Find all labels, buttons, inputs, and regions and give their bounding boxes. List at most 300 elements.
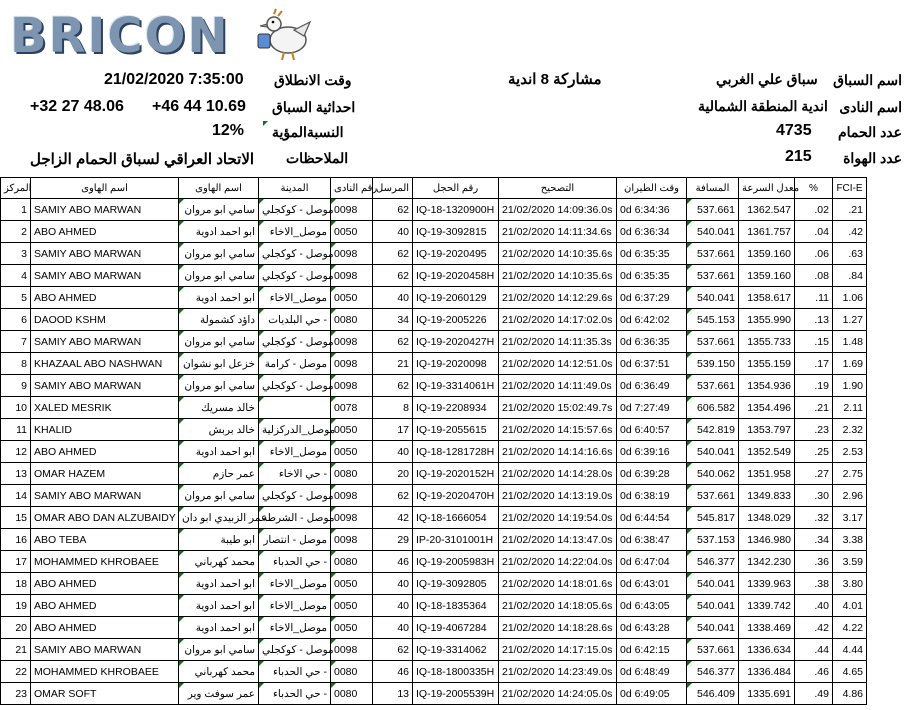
comment-marker — [259, 287, 264, 292]
correction-time-cell — [499, 507, 617, 529]
distance-cell — [687, 507, 739, 529]
sent-count-cell — [373, 551, 413, 573]
club-number-cell — [331, 221, 373, 243]
percent-cell — [795, 683, 833, 705]
club-number-cell-text: 0098 — [334, 533, 358, 546]
percent-cell-text: .30 — [814, 489, 829, 502]
sent-count-cell-text: 62 — [397, 643, 409, 656]
comment-marker — [179, 199, 184, 204]
flight-time-cell-text: 0d 6:43:05 — [620, 599, 670, 612]
flight-time-cell — [617, 353, 687, 375]
sent-count-cell-text: 20 — [397, 467, 409, 480]
fancier-name-ar-cell — [179, 441, 259, 463]
col-name-en: اسم الهاوى — [31, 178, 179, 199]
comment-marker — [687, 639, 692, 644]
distance-cell-text: 537.661 — [697, 489, 735, 502]
club-number-cell-text: 0080 — [334, 555, 358, 568]
sent-count-cell — [373, 595, 413, 617]
ring-number-cell — [413, 507, 499, 529]
rank-cell-text: 21 — [15, 643, 27, 656]
correction-time-cell — [499, 375, 617, 397]
correction-time-cell — [499, 309, 617, 331]
percent-cell-text: .17 — [814, 357, 829, 370]
fci-cell-text: 3.59 — [842, 555, 863, 568]
distance-cell-text: 546.377 — [697, 555, 735, 568]
ring-number-cell-text: IQ-19-2055615 — [416, 423, 487, 436]
sent-count-cell — [373, 485, 413, 507]
fci-cell-text: .21 — [848, 203, 863, 216]
city-cell — [259, 397, 331, 419]
release-time-label: وقت الانطلاق — [274, 72, 352, 88]
correction-time-cell-text: 21/02/2020 14:13:19.0s — [502, 489, 613, 502]
ring-number-cell — [413, 419, 499, 441]
percent-cell-text: .46 — [814, 665, 829, 678]
comment-marker — [687, 485, 692, 490]
comment-marker — [259, 639, 264, 644]
speed-cell — [739, 221, 795, 243]
correction-time-cell — [499, 617, 617, 639]
ring-number-cell-text: IQ-18-1800335H — [416, 665, 495, 678]
flight-time-cell — [617, 331, 687, 353]
city-cell — [259, 441, 331, 463]
sent-count-cell — [373, 529, 413, 551]
comment-marker — [179, 221, 184, 226]
city-cell-text: حي الحدباء - — [272, 665, 327, 678]
ring-number-cell — [413, 397, 499, 419]
distance-cell — [687, 661, 739, 683]
city-cell — [259, 683, 331, 705]
distance-cell-text: 537.661 — [697, 643, 735, 656]
club-number-cell — [331, 331, 373, 353]
fancier-name-ar-cell — [179, 243, 259, 265]
percent-cell — [795, 199, 833, 221]
rank-cell — [1, 221, 31, 243]
flight-time-cell-text: 0d 6:38:19 — [620, 489, 670, 502]
fancier-name-ar-cell — [179, 221, 259, 243]
fancier-name-en-cell — [31, 463, 179, 485]
club-number-cell-text: 0098 — [334, 269, 358, 282]
col-fci: FCI-E — [833, 178, 867, 199]
fancier-name-ar-cell — [179, 287, 259, 309]
table-row — [1, 265, 867, 287]
correction-time-cell — [499, 573, 617, 595]
fci-cell — [833, 661, 867, 683]
rank-cell-text: 11 — [16, 423, 27, 436]
percent-cell-text: .11 — [815, 291, 829, 304]
speed-cell-text: 1339.963 — [747, 577, 791, 590]
ring-number-cell — [413, 353, 499, 375]
distance-cell — [687, 485, 739, 507]
percent-cell — [795, 353, 833, 375]
sent-count-cell — [373, 573, 413, 595]
ring-number-cell — [413, 683, 499, 705]
ring-number-cell — [413, 595, 499, 617]
comment-marker — [687, 199, 692, 204]
city-cell-text: موصل_الاخاء — [269, 445, 327, 458]
flight-time-cell-text: 0d 6:38:47 — [620, 533, 670, 546]
col-flight-time: وقت الطيران — [617, 178, 687, 199]
speed-cell-text: 1355.159 — [747, 357, 791, 370]
city-cell-text: موصل - كوكجلي — [262, 489, 334, 502]
fancier-name-ar-cell-text: داؤد كشمولة — [200, 313, 255, 326]
comment-marker — [331, 551, 336, 556]
sent-count-cell — [373, 221, 413, 243]
rank-cell-text: 18 — [15, 577, 27, 590]
distance-cell-text: 545.153 — [697, 313, 735, 326]
speed-cell-text: 1336.484 — [747, 665, 791, 678]
rank-cell — [1, 265, 31, 287]
fancier-name-en-cell-text: SAMIY ABO MARWAN — [34, 247, 142, 260]
club-number-cell — [331, 441, 373, 463]
fancier-name-ar-cell-text: سامي ابو مروان — [184, 269, 255, 282]
table-row — [1, 551, 867, 573]
club-number-cell — [331, 287, 373, 309]
percent-cell-text: .06 — [814, 247, 829, 260]
flight-time-cell-text: 0d 6:35:35 — [620, 269, 670, 282]
fancier-name-ar-cell — [179, 331, 259, 353]
marker-triangle — [263, 121, 268, 126]
percent-cell — [795, 507, 833, 529]
comment-marker — [331, 199, 336, 204]
percent-cell-text: .42 — [814, 621, 829, 634]
speed-cell-text: 1359.160 — [747, 247, 791, 260]
club-number-cell-text: 0080 — [334, 467, 358, 480]
fancier-name-en-cell — [31, 199, 179, 221]
col-distance: المسافة — [687, 178, 739, 199]
fancier-name-en-cell-text: KHALID — [34, 423, 72, 436]
fci-cell-text: 2.32 — [842, 423, 863, 436]
speed-cell-text: 1354.496 — [747, 401, 791, 414]
rank-cell — [1, 463, 31, 485]
percent-value: 12% — [212, 122, 245, 139]
club-number-cell — [331, 397, 373, 419]
distance-cell — [687, 463, 739, 485]
comment-marker — [687, 375, 692, 380]
comment-marker — [179, 287, 184, 292]
rank-cell-text: 4 — [21, 269, 27, 282]
percent-cell — [795, 617, 833, 639]
table-header-row — [1, 178, 867, 199]
coord-lon: +32 27 48.06 — [30, 98, 124, 115]
fancier-name-ar-cell-text: ابو احمد ادوية — [195, 445, 255, 458]
col-correction: التصحيح — [499, 178, 617, 199]
fancier-name-ar-cell-text: سامي ابو مروان — [184, 203, 255, 216]
fancier-name-ar-cell-text: سامي ابو مروان — [184, 335, 255, 348]
comment-marker — [179, 529, 184, 534]
speed-cell-text: 1339.742 — [747, 599, 791, 612]
ring-number-cell — [413, 639, 499, 661]
flight-time-cell — [617, 639, 687, 661]
fancier-name-ar-cell-text: ابو طيبة — [220, 533, 255, 546]
club-number-cell — [331, 683, 373, 705]
city-cell-text: حي الحدباء - — [272, 555, 327, 568]
club-number-cell-text: 0080 — [334, 313, 358, 326]
fci-cell-text: 3.38 — [842, 533, 863, 546]
rank-cell-text: 22 — [15, 665, 27, 678]
percent-cell — [795, 639, 833, 661]
percent-cell — [795, 331, 833, 353]
correction-time-cell-text: 21/02/2020 14:12:29.6s — [502, 291, 613, 304]
sent-count-cell-text: 40 — [397, 599, 409, 612]
speed-cell — [739, 441, 795, 463]
flight-time-cell — [617, 529, 687, 551]
rank-cell — [1, 595, 31, 617]
sent-count-cell-text: 40 — [397, 291, 409, 304]
rank-cell — [1, 441, 31, 463]
club-number-cell-text: 0050 — [334, 577, 358, 590]
club-number-cell-text: 0098 — [334, 511, 358, 524]
rank-cell-text: 16 — [15, 533, 27, 546]
comment-marker — [331, 595, 336, 600]
city-cell — [259, 529, 331, 551]
rank-cell — [1, 639, 31, 661]
col-city: المدينة — [259, 178, 331, 199]
race-name-label: اسم السباق — [833, 72, 902, 88]
flight-time-cell-text: 0d 6:48:49 — [620, 665, 670, 678]
rank-cell-text: 8 — [21, 357, 27, 370]
fancier-name-ar-cell — [179, 309, 259, 331]
speed-cell-text: 1358.617 — [747, 291, 791, 304]
fancier-name-en-cell-text: OMAR HAZEM — [34, 467, 106, 480]
rank-cell — [1, 353, 31, 375]
fancier-name-en-cell-text: XALED MESRIK — [34, 401, 112, 414]
percent-cell — [795, 661, 833, 683]
fancier-name-en-cell — [31, 617, 179, 639]
table-row — [1, 353, 867, 375]
speed-cell-text: 1351.958 — [747, 467, 791, 480]
comment-marker — [331, 639, 336, 644]
rank-cell — [1, 397, 31, 419]
table-row — [1, 243, 867, 265]
comment-marker — [331, 441, 336, 446]
comment-marker — [687, 573, 692, 578]
rank-cell-text: 5 — [21, 291, 27, 304]
ring-number-cell-text: IQ-19-3314061H — [416, 379, 495, 392]
fancier-name-ar-cell-text: ابو احمد ادوية — [195, 577, 255, 590]
fancier-name-en-cell — [31, 287, 179, 309]
fancier-name-ar-cell-text: عمر سوفت وير — [187, 687, 255, 700]
distance-cell-text: 540.041 — [697, 599, 735, 612]
fancier-name-en-cell — [31, 595, 179, 617]
correction-time-cell — [499, 441, 617, 463]
distance-cell — [687, 551, 739, 573]
fancier-name-ar-cell — [179, 353, 259, 375]
comment-marker — [259, 595, 264, 600]
speed-cell — [739, 529, 795, 551]
flight-time-cell — [617, 661, 687, 683]
ring-number-cell — [413, 661, 499, 683]
comment-marker — [259, 507, 264, 512]
ring-number-cell-text: IP-20-3101001H — [416, 533, 494, 546]
col-ring: رقم الحجل — [413, 178, 499, 199]
city-cell — [259, 661, 331, 683]
comment-marker — [687, 419, 692, 424]
flight-time-cell-text: 0d 6:36:34 — [620, 225, 670, 238]
ring-number-cell — [413, 375, 499, 397]
percent-cell-text: .27 — [814, 467, 829, 480]
fancier-name-en-cell-text: SAMIY ABO MARWAN — [34, 269, 142, 282]
fci-cell-text: 3.17 — [842, 511, 863, 524]
flight-time-cell-text: 0d 6:43:01 — [620, 577, 670, 590]
fci-cell — [833, 309, 867, 331]
fci-cell — [833, 573, 867, 595]
city-cell — [259, 419, 336, 441]
fancier-name-en-cell-text: ABO AHMED — [34, 225, 97, 238]
sent-count-cell-text: 62 — [397, 247, 409, 260]
rank-cell — [1, 617, 31, 639]
sent-count-cell — [373, 353, 413, 375]
club-number-cell-text: 0050 — [334, 423, 358, 436]
percent-cell-text: .15 — [814, 335, 829, 348]
ring-number-cell — [413, 463, 499, 485]
fancier-name-en-cell — [31, 353, 179, 375]
club-number-cell-text: 0080 — [334, 687, 358, 700]
percent-cell-text: .44 — [814, 643, 829, 656]
sent-count-cell-text: 40 — [397, 621, 409, 634]
sent-count-cell-text: 40 — [397, 577, 409, 590]
speed-cell — [739, 661, 795, 683]
club-name: اندية المنطقة الشمالية — [698, 98, 828, 114]
club-number-cell — [331, 419, 373, 441]
city-cell-text: موصل - الشرطة — [262, 511, 335, 524]
correction-time-cell-text: 21/02/2020 14:17:15.0s — [502, 643, 613, 656]
speed-cell-text: 1354.936 — [747, 379, 791, 392]
release-time: 21/02/2020 7:35:00 — [104, 71, 244, 88]
sent-count-cell-text: 8 — [403, 401, 409, 414]
club-number-cell-text: 0098 — [334, 489, 358, 502]
correction-time-cell — [499, 639, 617, 661]
speed-cell — [739, 573, 795, 595]
city-cell — [259, 595, 331, 617]
fancier-name-ar-cell — [179, 683, 259, 705]
correction-time-cell-text: 21/02/2020 14:11:34.6s — [502, 225, 612, 238]
city-cell-text: موصل_الاخاء — [269, 599, 327, 612]
fancier-name-en-cell — [31, 529, 179, 551]
city-cell — [259, 551, 331, 573]
sent-count-cell-text: 17 — [397, 423, 409, 436]
distance-cell-text: 537.661 — [697, 203, 735, 216]
comment-marker — [331, 485, 336, 490]
distance-cell-text: 540.041 — [697, 291, 735, 304]
speed-cell-text: 1359.160 — [747, 269, 791, 282]
club-number-cell — [331, 661, 373, 683]
rank-cell-text: 3 — [21, 247, 27, 260]
comment-marker — [331, 529, 336, 534]
sent-count-cell — [373, 507, 413, 529]
fancier-name-en-cell-text: KHAZAAL ABO NASHWAN — [34, 357, 163, 370]
fancier-name-ar-cell-text: عمر حازم — [212, 467, 255, 480]
rank-cell — [1, 573, 31, 595]
sent-count-cell — [373, 661, 413, 683]
race-name: سباق علي الغربي — [716, 71, 818, 87]
table-row — [1, 375, 867, 397]
speed-cell-text: 1335.691 — [747, 687, 791, 700]
sent-count-cell — [373, 463, 413, 485]
flight-time-cell — [617, 573, 687, 595]
sent-count-cell-text: 62 — [397, 203, 409, 216]
fancier-name-en-cell — [31, 507, 179, 529]
flight-time-cell — [617, 265, 687, 287]
comment-marker — [259, 441, 264, 446]
fanciers-count: 215 — [785, 148, 812, 165]
comment-marker — [179, 309, 184, 314]
comment-marker — [179, 441, 184, 446]
rank-cell-text: 10 — [15, 401, 27, 414]
pigeons-count: 4735 — [776, 122, 812, 139]
fancier-name-en-cell — [31, 639, 179, 661]
correction-time-cell — [499, 265, 617, 287]
speed-cell-text: 1362.547 — [747, 203, 791, 216]
percent-cell-text: .49 — [814, 687, 829, 700]
comment-marker — [179, 573, 184, 578]
comment-marker — [179, 661, 184, 666]
comment-marker — [687, 661, 692, 666]
col-speed: معدل السرعة — [739, 178, 795, 199]
club-number-cell — [331, 595, 373, 617]
comment-marker — [687, 595, 692, 600]
percent-cell-text: .04 — [814, 225, 829, 238]
comment-marker — [331, 353, 336, 358]
comment-marker — [687, 441, 692, 446]
comment-marker — [179, 463, 184, 468]
correction-time-cell — [499, 243, 617, 265]
sent-count-cell — [373, 287, 413, 309]
sent-count-cell — [373, 265, 413, 287]
notes-label: الملاحظات — [286, 150, 349, 166]
fancier-name-ar-cell-text: خزعل ابو نشوان — [183, 357, 255, 370]
flight-time-cell — [617, 485, 687, 507]
flight-time-cell — [617, 287, 687, 309]
comment-marker — [687, 507, 692, 512]
percent-cell — [795, 573, 833, 595]
percent-cell — [795, 243, 833, 265]
col-sent: المرسل — [373, 178, 413, 199]
flight-time-cell — [617, 441, 687, 463]
city-cell-text: موصل - انتصار — [263, 533, 327, 546]
correction-time-cell — [499, 529, 617, 551]
club-number-cell — [331, 551, 373, 573]
city-cell-text: حي الحدباء - — [272, 687, 327, 700]
distance-cell — [687, 375, 739, 397]
percent-cell-text: .23 — [814, 423, 829, 436]
percent-cell — [795, 265, 833, 287]
rank-cell-text: 20 — [15, 621, 27, 634]
distance-cell-text: 537.661 — [697, 269, 735, 282]
fancier-name-en-cell-text: SAMIY ABO MARWAN — [34, 335, 142, 348]
participation-text: مشاركة 8 اندية — [508, 71, 602, 88]
fancier-name-en-cell — [31, 243, 179, 265]
correction-time-cell — [499, 661, 617, 683]
comment-marker — [687, 683, 692, 688]
correction-time-cell — [499, 353, 617, 375]
comment-marker — [259, 573, 264, 578]
percent-cell-text: .36 — [814, 555, 829, 568]
comment-marker — [179, 639, 184, 644]
table-row — [1, 595, 867, 617]
comment-marker — [331, 287, 336, 292]
rank-cell — [1, 529, 31, 551]
speed-cell — [739, 639, 795, 661]
table-row — [1, 529, 867, 551]
fancier-name-ar-cell — [179, 419, 259, 441]
fancier-name-en-cell-text: MOHAMMED KHROBAEE — [34, 555, 159, 568]
correction-time-cell-text: 21/02/2020 14:15:57.6s — [502, 423, 613, 436]
fancier-name-ar-cell-text: محمد كهرباني — [194, 665, 255, 678]
flight-time-cell-text: 0d 6:37:29 — [620, 291, 670, 304]
club-number-cell-text: 0098 — [334, 379, 358, 392]
fancier-name-ar-cell — [179, 463, 259, 485]
comment-marker — [259, 265, 264, 270]
